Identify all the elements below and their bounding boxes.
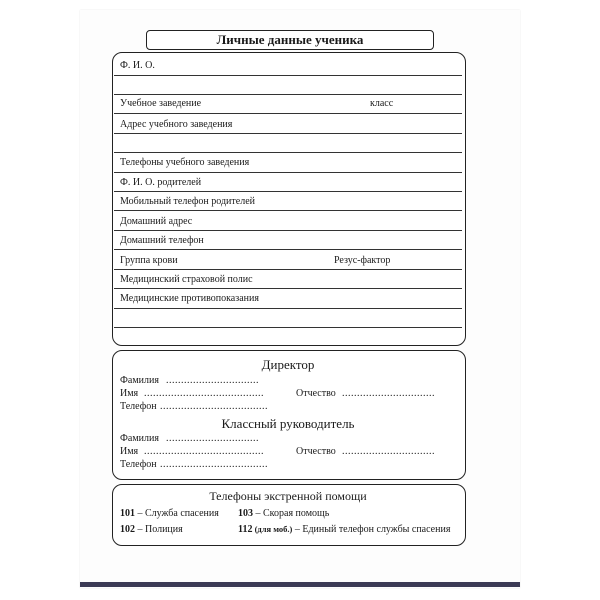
- emergency-item-103: 103 – Скорая помощь: [238, 508, 330, 519]
- emergency-heading: Телефоны экстренной помощи: [209, 489, 367, 503]
- school-address-line-2[interactable]: [114, 152, 462, 153]
- director-surname-label: Фамилия: [120, 375, 159, 386]
- teacher-patronymic-field[interactable]: ...............................: [342, 446, 435, 457]
- teacher-surname-field[interactable]: ...............................: [166, 433, 259, 444]
- director-phone-field[interactable]: ....................................: [160, 401, 268, 412]
- home-address-label: Домашний адрес: [120, 216, 193, 227]
- school-address-line[interactable]: [114, 133, 462, 134]
- teacher-name-label: Имя: [120, 446, 139, 457]
- insurance-label: Медицинский страховой полис: [120, 274, 253, 285]
- fio-line-2[interactable]: [114, 94, 462, 95]
- teacher-surname-label: Фамилия: [120, 433, 159, 444]
- school-phones-label: Телефоны учебного заведения: [120, 157, 250, 168]
- director-patronymic-field[interactable]: ...............................: [342, 388, 435, 399]
- teacher-phone-label: Телефон: [120, 459, 157, 470]
- blood-group-label: Группа крови: [120, 255, 178, 266]
- parents-mobile-label: Мобильный телефон родителей: [120, 196, 255, 207]
- parents-fio-line[interactable]: [114, 191, 462, 192]
- rh-factor-label: Резус-фактор: [334, 255, 391, 266]
- school-phones-line[interactable]: [114, 172, 462, 173]
- school-line[interactable]: [114, 113, 462, 114]
- teacher-patronymic-label: Отчество: [296, 446, 336, 457]
- teacher-name-field[interactable]: ........................................: [144, 446, 264, 457]
- contraindications-line[interactable]: [114, 308, 462, 309]
- director-name-label: Имя: [120, 388, 139, 399]
- director-patronymic-label: Отчество: [296, 388, 336, 399]
- home-address-line[interactable]: [114, 230, 462, 231]
- parents-mobile-line[interactable]: [114, 210, 462, 211]
- school-address-label: Адрес учебного заведения: [120, 119, 233, 130]
- teacher-phone-field[interactable]: ....................................: [160, 459, 268, 470]
- school-label: Учебное заведение: [120, 98, 202, 109]
- fio-label: Ф. И. О.: [120, 60, 155, 71]
- page-title: Личные данные ученика: [146, 30, 434, 50]
- director-name-field[interactable]: ........................................: [144, 388, 264, 399]
- insurance-line[interactable]: [114, 288, 462, 289]
- parents-fio-label: Ф. И. О. родителей: [120, 177, 202, 188]
- director-heading: Директор: [261, 357, 315, 372]
- home-phone-line[interactable]: [114, 249, 462, 250]
- class-teacher-heading: Классный руководитель: [221, 416, 355, 431]
- emergency-item-112: 112 (для моб.) – Единый телефон службы спасения: [238, 524, 451, 535]
- emergency-item-101: 101 – Служба спасения: [120, 508, 219, 519]
- blood-group-line[interactable]: [114, 269, 462, 270]
- class-label: класс: [370, 98, 394, 109]
- contraindications-line-2[interactable]: [114, 327, 462, 328]
- home-phone-label: Домашний телефон: [120, 235, 204, 246]
- director-surname-field[interactable]: ...............................: [166, 375, 259, 386]
- page-edge: [80, 582, 520, 587]
- emergency-item-102: 102 – Полиция: [120, 524, 183, 535]
- director-phone-label: Телефон: [120, 401, 157, 412]
- fio-line[interactable]: [114, 75, 462, 76]
- contraindications-label: Медицинские противопоказания: [120, 293, 259, 304]
